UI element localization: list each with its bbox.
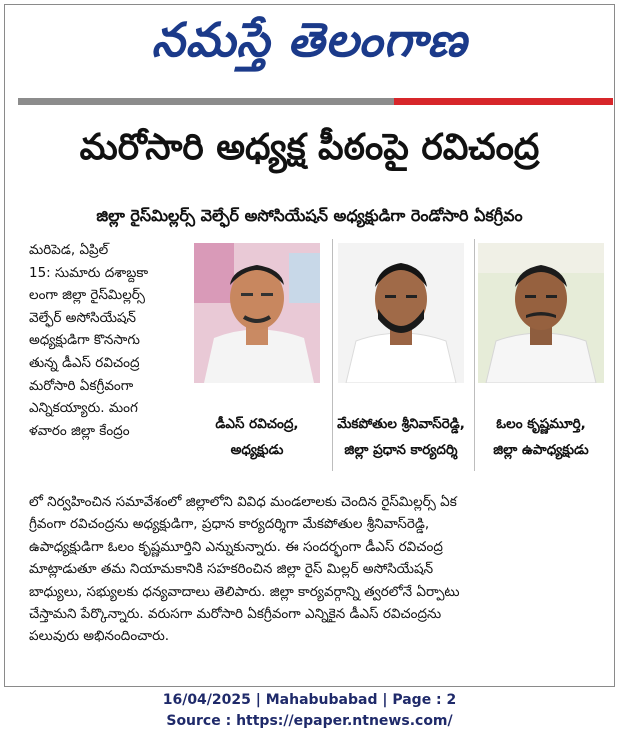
newspaper-clipping <box>4 4 615 687</box>
header-rule-red <box>394 98 613 105</box>
lead-line: 15: సుమారు దశాబ్దకా <box>29 264 149 281</box>
footer-source-link[interactable]: Source : https://epaper.ntnews.com/ <box>166 713 453 729</box>
caption-president <box>192 411 322 463</box>
header-rule <box>18 98 613 105</box>
portrait-image <box>194 243 320 383</box>
body-line: లో నిర్వహించిన సమావేశంలో జిల్లాలోని వివిధ మండలాలకు చెందిన రైస్‌మిల్లర్స్ ఏక <box>29 494 457 510</box>
body-line: పలువురు అభినందించారు. <box>29 628 170 645</box>
caption-role: జిల్లా ఉపాధ్యక్షుడు <box>493 442 589 458</box>
portrait-image <box>478 243 604 383</box>
portrait-image <box>338 243 464 383</box>
lead-line: మరిపెడ, ఏప్రిల్ <box>29 242 109 258</box>
source-footer <box>0 690 619 732</box>
caption-name: డీఎస్ రవిచంద్ర, <box>215 416 299 432</box>
masthead <box>5 5 614 103</box>
lead-line: ఎన్నికయ్యారు. మంగ <box>29 400 138 417</box>
body-line: బాధ్యులు, సభ్యులకు ధన్యవాదాలు తెలిపారు. జిల్లా కార్యవర్గాన్ని త్వరలోనే ఏర్పాటు <box>29 583 460 600</box>
lead-line: లంగా జిల్లా రైస్‌మిల్లర్స్ <box>29 287 145 304</box>
article-body <box>29 491 597 648</box>
column-divider <box>332 239 333 471</box>
caption-name: మేకపోతుల శ్రీనివాస్‌రెడ్డి, <box>337 416 465 432</box>
photo-general-secretary <box>338 243 464 383</box>
header-rule-grey <box>18 98 394 105</box>
body-line: మాట్లాడుతూ తమ నియామకానికి సహకరించిన జిల్లా రైస్ మిల్లర్ అసోసియేషన్ <box>29 561 434 578</box>
lead-line: ళవారం జిల్లా కేంద్రం <box>29 422 130 439</box>
masthead-title: నమస్తే తెలంగాణ <box>151 13 468 68</box>
caption-role: జిల్లా ప్రధాన కార్యదర్శి <box>344 442 458 458</box>
headline: మరోసారి అధ్యక్ష పీఠంపై రవిచంద్ర <box>79 127 540 168</box>
lead-column <box>29 239 189 442</box>
body-line: చేస్తామని పేర్కొన్నారు. వరుసగా మరోసారి ఏకగ్రీవంగా ఎన్నికైన డీఎస్ రవిచంద్రను <box>29 606 442 623</box>
body-line: గ్రీవంగా రవిచంద్రను అధ్యక్షుడిగా, ప్రధాన కార్యదర్శిగా మేకపోతుల శ్రీనివాస్‌రెడ్డి, <box>29 516 430 533</box>
caption-vice-president <box>476 411 606 463</box>
lead-line: మరోసారి ఏకగ్రీవంగా <box>29 377 134 394</box>
lead-line: అధ్యక్షుడిగా కొనసాగు <box>29 332 140 349</box>
lead-line: వెల్ఫేర్ అసోసియేషన్ <box>29 309 137 326</box>
body-line: ఉపాధ్యక్షుడిగా ఓలం కృష్ణమూర్తిని ఎన్నుకున్నారు. ఈ సందర్భంగా డీఎస్ రవిచంద్ర <box>29 538 443 555</box>
photo-vice-president <box>478 243 604 383</box>
footer-date-edition: 16/04/2025 | Mahabubabad | Page : 2 <box>162 692 457 708</box>
photo-strip <box>194 239 614 489</box>
photo-president <box>194 243 320 383</box>
lead-line: తున్న డీఎస్ రవిచంద్ర <box>29 354 140 371</box>
caption-role: అధ్యక్షుడు <box>230 442 284 458</box>
caption-general-secretary <box>336 411 466 463</box>
caption-name: ఓలం కృష్ణమూర్తి, <box>496 416 586 432</box>
subheadline: జిల్లా రైస్‌మిల్లర్స్ వెల్ఫేర్ అసోసియేషన్ అధ్యక్షుడిగా రెండోసారి ఏకగ్రీవం <box>96 206 523 225</box>
column-divider <box>474 239 475 471</box>
